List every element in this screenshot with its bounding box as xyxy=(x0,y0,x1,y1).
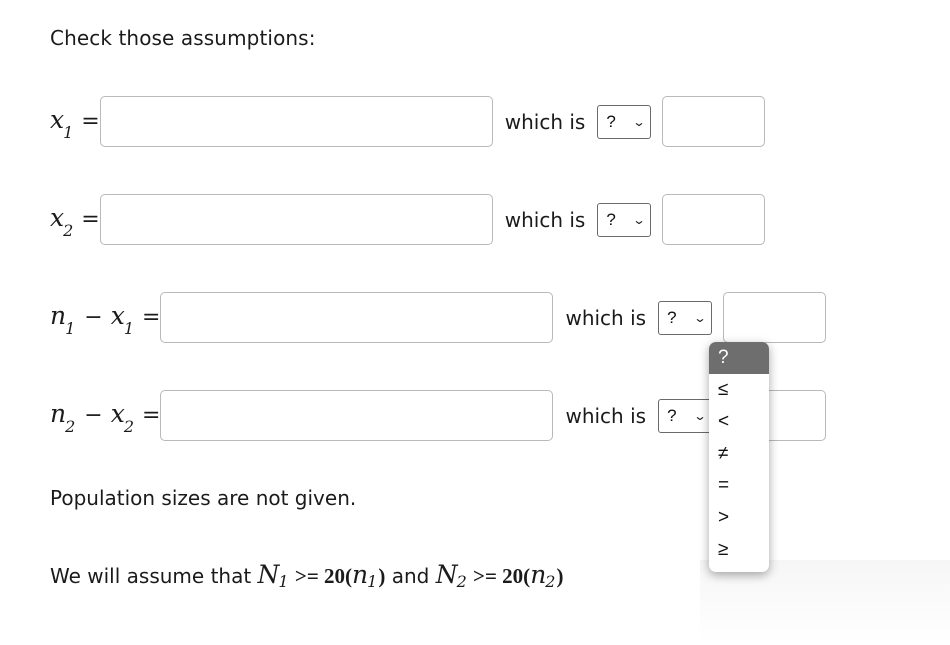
row-1-comparison-select[interactable] xyxy=(597,105,651,139)
row-3-which-is-label: which is xyxy=(565,305,647,330)
assumption-prefix: We will assume that xyxy=(50,564,258,588)
row-1-result-input[interactable] xyxy=(662,96,765,147)
population-note: Population sizes are not given. xyxy=(50,486,357,510)
row-3-variable-2: x xyxy=(110,300,125,330)
assumption-var-1 xyxy=(258,560,290,589)
row-1-variable: x xyxy=(50,104,65,134)
assumption-close-2: ) xyxy=(556,564,564,588)
row-2-comparison-value: ? xyxy=(606,209,616,229)
assumption-conjunction: and xyxy=(385,564,436,588)
row-3-minus: − xyxy=(84,304,103,330)
assumption-close-1: ) xyxy=(378,564,386,588)
assumption-var-2-subscript: 2 xyxy=(456,572,467,591)
row-2-variable: x xyxy=(50,202,65,232)
comparison-option[interactable]: ≠ xyxy=(718,443,729,464)
row-1-equals: = xyxy=(81,108,100,134)
comparison-option[interactable]: ≤ xyxy=(718,379,729,400)
row-3-label xyxy=(50,300,161,338)
row-2-subscript: 2 xyxy=(63,220,74,240)
row-3-subscript-2: 1 xyxy=(123,318,135,338)
chevron-down-icon: ⌄ xyxy=(693,408,707,423)
row-1-label xyxy=(50,104,100,142)
row-3-variable-1: n xyxy=(50,300,67,330)
chevron-down-icon: ⌄ xyxy=(632,114,647,129)
assumption-var-2-letter: N xyxy=(435,560,458,589)
row-1-which-is-label: which is xyxy=(504,109,586,134)
row-3-comparison-value: ? xyxy=(667,307,677,327)
assumption-var-2 xyxy=(436,560,468,589)
row-4-value-input[interactable] xyxy=(160,390,553,441)
row-3-comparison-select[interactable] xyxy=(658,301,712,335)
assumption-row-1 xyxy=(50,96,765,147)
row-4-comparison-value: ? xyxy=(667,405,677,425)
row-4-variable-1: n xyxy=(50,398,67,428)
assumption-statement xyxy=(50,560,563,589)
comparison-option[interactable]: < xyxy=(718,411,730,432)
row-3-equals: = xyxy=(142,304,161,330)
assumption-n2-letter: n xyxy=(530,560,547,589)
row-2-comparison-select[interactable] xyxy=(597,203,651,237)
comparison-option[interactable]: = xyxy=(718,475,730,496)
row-4-subscript-2: 2 xyxy=(123,416,135,436)
row-1-comparison-value: ? xyxy=(606,111,616,131)
assumption-n2 xyxy=(530,560,556,589)
page-title: Check those assumptions: xyxy=(50,26,316,50)
row-3-value-input[interactable] xyxy=(160,292,553,343)
row-4-label xyxy=(50,398,161,436)
row-4-variable-2: x xyxy=(110,398,125,428)
assumption-cond-1: >= 20( xyxy=(289,564,353,588)
assumption-row-3 xyxy=(50,292,826,343)
assumption-var-1-letter: N xyxy=(257,560,280,589)
row-4-comparison-select[interactable] xyxy=(658,399,712,433)
row-4-equals: = xyxy=(142,402,161,428)
assumption-row-2 xyxy=(50,194,765,245)
page-bottom-shade xyxy=(700,560,950,645)
row-2-value-input[interactable] xyxy=(100,194,493,245)
row-2-result-input[interactable] xyxy=(662,194,765,245)
comparison-dropdown-menu[interactable] xyxy=(709,342,769,572)
row-4-minus: − xyxy=(84,402,103,428)
comparison-option[interactable]: > xyxy=(718,507,730,528)
row-3-subscript-1: 1 xyxy=(65,318,76,338)
comparison-option[interactable]: ? xyxy=(709,342,769,374)
row-4-which-is-label: which is xyxy=(565,403,647,428)
assumption-n2-subscript: 2 xyxy=(545,572,556,591)
row-3-result-input[interactable] xyxy=(723,292,826,343)
comparison-option[interactable]: ≥ xyxy=(718,539,729,560)
row-4-subscript-1: 2 xyxy=(65,416,76,436)
assumption-var-1-subscript: 1 xyxy=(278,572,289,591)
assumption-n1-subscript: 1 xyxy=(367,572,378,591)
row-2-which-is-label: which is xyxy=(504,207,586,232)
row-1-subscript: 1 xyxy=(63,122,74,142)
assumption-n1 xyxy=(352,560,378,589)
chevron-down-icon: ⌄ xyxy=(693,310,707,325)
row-2-equals: = xyxy=(81,206,100,232)
row-1-value-input[interactable] xyxy=(100,96,493,147)
row-2-label xyxy=(50,202,100,240)
assumption-cond-2: >= 20( xyxy=(467,564,531,588)
chevron-down-icon: ⌄ xyxy=(632,212,647,227)
assumption-n1-letter: n xyxy=(352,560,369,589)
